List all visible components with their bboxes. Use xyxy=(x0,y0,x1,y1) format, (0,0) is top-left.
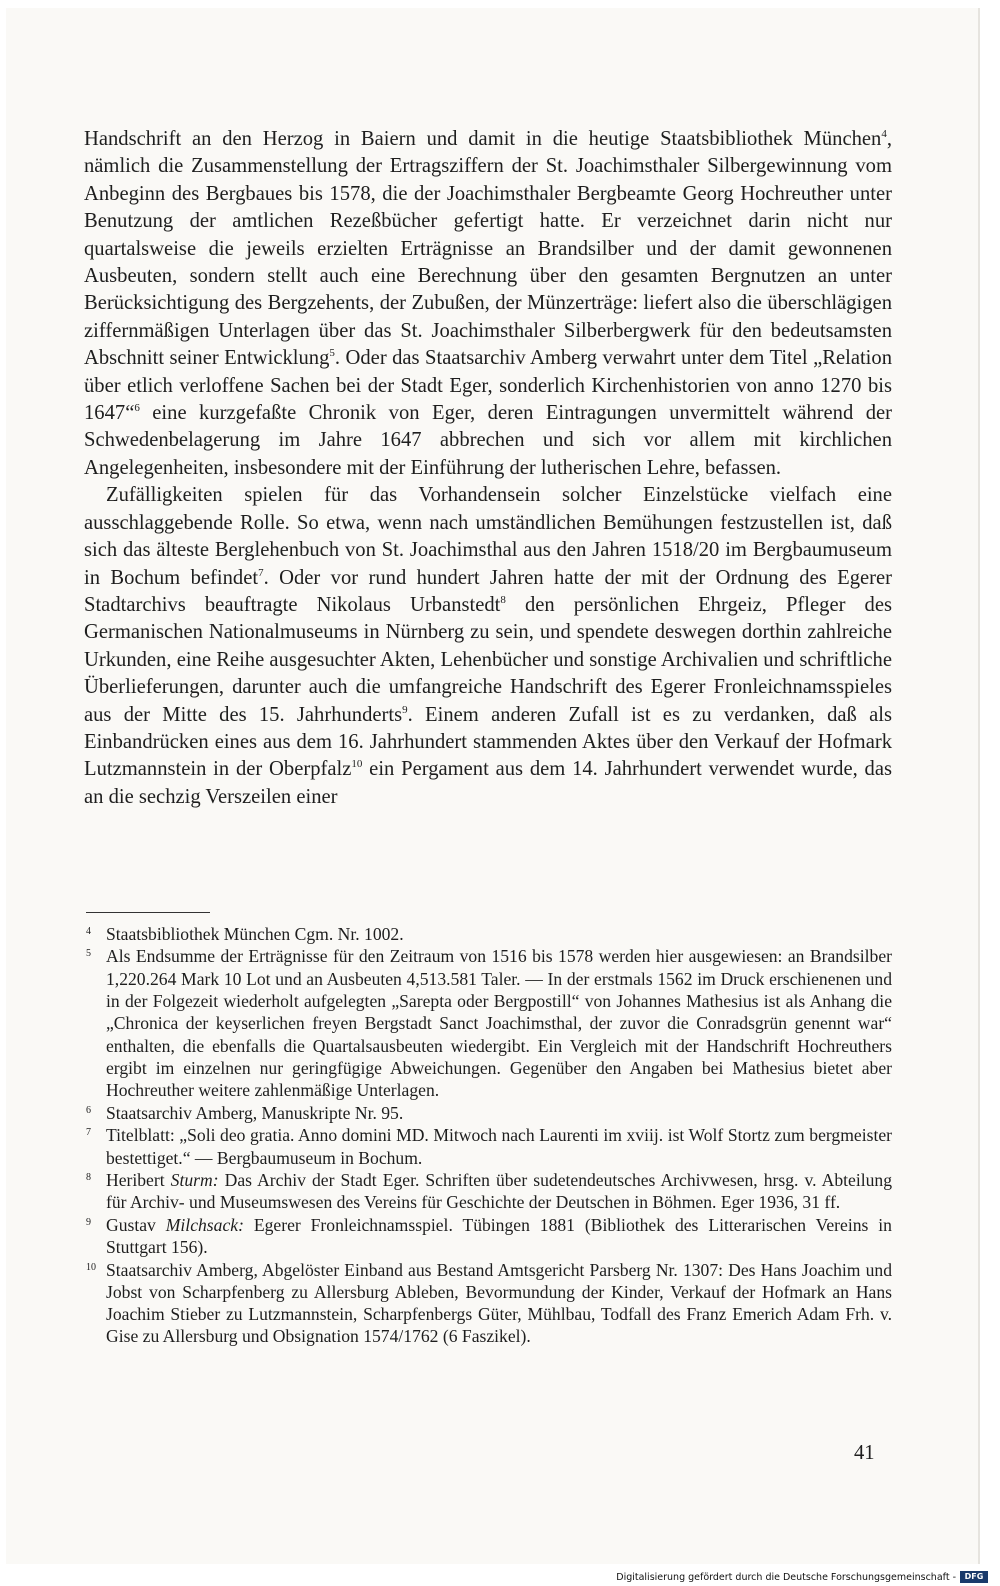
text-run: ein Pergament aus dem 14. Jahrhundert verwendet wurde, das an die sechzig Verszeilen einer xyxy=(84,758,892,808)
text-run: eine kurzgefaßte Chronik von Eger, deren Eintragungen unvermittelt während der Schwedenbelagerung im Jahre 1647 abbrechen und sich vor allem mit kirchlichen Angelegenheiten, insbesondere mit der Einführung der lutherischen Lehre, befassen. xyxy=(84,402,892,479)
footnote-text: Staatsarchiv Amberg, Manuskripte Nr. 95. xyxy=(106,1102,404,1123)
text-run: , nämlich die Zusammenstellung der Ertragsziffern der St. Joachimsthaler Silbergewinnung vom Anbeginn des Bergbaues bis 1578, die der Joachimsthaler Bergbeamte Georg Hochreuther unter Benutzung der amtlichen Rezeßbücher gefertigt hatte. Er verzeichnet darin nicht nur quartalsweise die jeweils erzielten Erträgnisse an Brandsilber und der damit gewonnenen Ausbeuten, sondern stellt auch eine Berechnung über den gesamten Bergnutzen an unter Berücksichtigung des Bergzehents, der Zubußen, der Münzerträge: liefert also die überschlägigen ziffernmäßigen Unterlagen über das St. Joachimsthaler Silberbergwerk für den bedeutsamsten Abschnitt seiner Entwicklung xyxy=(84,128,892,370)
text-run: . Oder vor rund hundert Jahren hatte der mit der Ordnung des Egerer Stadtarchivs beauftragte Nikolaus Urbanstedt xyxy=(84,566,892,616)
footnote-number: 10 xyxy=(86,1261,96,1273)
footnote-6 xyxy=(86,1102,892,1124)
footnote-ref-10[interactable]: 10 xyxy=(351,758,363,771)
footnote-number: 4 xyxy=(86,926,91,937)
footnotes xyxy=(86,923,892,1348)
footnote-author-prefix: Heribert xyxy=(106,1170,171,1191)
digitization-credit: Digitalisierung gefördert durch die Deutsche Forschungsgemeinschaft - xyxy=(616,1572,956,1583)
footnote-author: Milchsack: xyxy=(165,1214,244,1235)
footnote-text: Egerer Fronleichnamsspiel. Tübingen 1881 (Bibliothek des Litterarischen Vereins in Stuttgart 156). xyxy=(106,1214,892,1258)
footnote-number: 9 xyxy=(86,1216,91,1228)
footnote-number: 7 xyxy=(86,1127,91,1139)
paragraph-2 xyxy=(84,482,892,811)
text-run: . Oder das Staatsarchiv Amberg verwahrt unter dem Titel „Relation über etlich verloffene Sachen bei der Stadt Eger, sonderlich Kirchenhistorien von anno 1270 bis 1647“ xyxy=(84,347,892,425)
footnote-separator xyxy=(86,912,210,913)
footnote-author-prefix: Gustav xyxy=(106,1214,166,1235)
text-run: . Einem anderen Zufall ist es zu verdanken, daß als Einbandrücken eines aus dem 16. Jahrhundert stammenden Aktes über den Verkauf der Hofmark Lutzmannstein in der Oberpfalz xyxy=(84,703,892,781)
page-number: 41 xyxy=(854,1442,875,1464)
text-run: Handschrift an den Herzog in Baiern und damit in die heutige Staatsbibliothek München xyxy=(84,128,882,150)
footnote-9 xyxy=(86,1214,892,1259)
footnote-4 xyxy=(86,923,892,945)
footnote-ref-8[interactable]: 8 xyxy=(500,594,506,607)
footnote-text: Als Endsumme der Erträgnisse für den Zeitraum von 1516 bis 1578 werden hier ausgewiesen: an Brandsilber 1,220.264 Mark 10 Lot und an Ausbeuten 4,513.581 Taler. — In der erstmals 1562 im Druck erschienenen und in der Folgezeit wiederholt aufgelegten „Sarepta oder Bergpostill“ von Johannes Mathesius ist als Anhang die „Chronica der keyserlichen freyen Bergstadt Sanct Joachimsthal, der zuvor die Conradsgrün genennt war“ enthalten, die ebenfalls die Quartalsausbeuten wiedergibt. Ein Vergleich mit der Handschrift Hochreuthers ergibt im einzelnen nur geringfügige Abweichungen. Gegenüber den Angaben bei Mathesius bietet aber Hochreuther weitere zahlenmäßige Unterlagen. xyxy=(106,946,892,1101)
footnote-author: Sturm: xyxy=(170,1170,219,1191)
paragraph-1 xyxy=(84,126,892,482)
footnote-8 xyxy=(86,1169,892,1214)
footnote-text: Titelblatt: „Soli deo gratia. Anno domini MD. Mitwoch nach Laurenti im xviij. ist Wolf Stortz zum bergmeister bestettiget.“ — Bergbaumuseum in Bochum. xyxy=(106,1125,892,1168)
footnote-number: 5 xyxy=(86,948,91,960)
footnote-number: 8 xyxy=(86,1172,91,1184)
main-text xyxy=(84,126,892,811)
dfg-logo: DFG xyxy=(960,1571,988,1583)
footnote-ref-5[interactable]: 5 xyxy=(329,347,335,360)
footnote-text: Staatsarchiv Amberg, Abgelöster Einband aus Bestand Amtsgericht Parsberg Nr. 1307: Des Hans Joachim und Jobst von Scharpfenberg zu Allersburg Ableben, Bevormundung der Kinder, Verkauf der Hofmark an Hans Joachim Stieber zu Lutzmannstein, Scharpfenbergs Güter, Mühlbau, Todfall des Franz Emerich Adam Frh. v. Gise zu Allersburg und Obsignation 1574/1762 (6 Faszikel). xyxy=(106,1259,892,1347)
footnote-ref-6[interactable]: 6 xyxy=(134,402,140,415)
footnote-number: 6 xyxy=(86,1104,91,1116)
text-run: den persönlichen Ehrgeiz, Pfleger des Germanischen Nationalmuseums in Nürnberg zu sein, und spendete deswegen dorthin zahlreiche Urkunden, eine Reihe ausgesuchter Akten, Lehenbücher und sonstige Archivalien und schriftliche Überlieferungen, darunter auch die umfangreiche Handschrift des Egerer Fronleichnamsspieles aus der Mitte des 15. Jahrhunderts xyxy=(84,593,892,726)
text-run: Zufälligkeiten spielen für das Vorhandensein solcher Einzelstücke vielfach eine ausschlaggebende Rolle. So etwa, wenn nach umständlichen Bemühungen festzustellen ist, daß sich das älteste Berglehenbuch von St. Joachimsthal aus den Jahren 1518/20 im Bergbaumuseum in Bochum befindet xyxy=(84,484,892,589)
footnote-ref-7[interactable]: 7 xyxy=(258,566,264,579)
footnote-ref-4[interactable]: 4 xyxy=(881,128,887,141)
footnote-10 xyxy=(86,1259,892,1348)
footnote-text: Das Archiv der Stadt Eger. Schriften über sudetendeutsches Archivwesen, hrsg. v. Abteilung für Archiv- und Museumswesen des Vereins für Geschichte der Deutschen in Böhmen. Eger 1936, 31 ff. xyxy=(106,1170,892,1213)
footnote-ref-9[interactable]: 9 xyxy=(402,703,408,716)
footnote-5 xyxy=(86,945,892,1101)
footnote-7 xyxy=(86,1124,892,1169)
scanned-page xyxy=(6,8,980,1564)
footnote-text: Staatsbibliothek München Cgm. Nr. 1002. xyxy=(106,924,404,944)
